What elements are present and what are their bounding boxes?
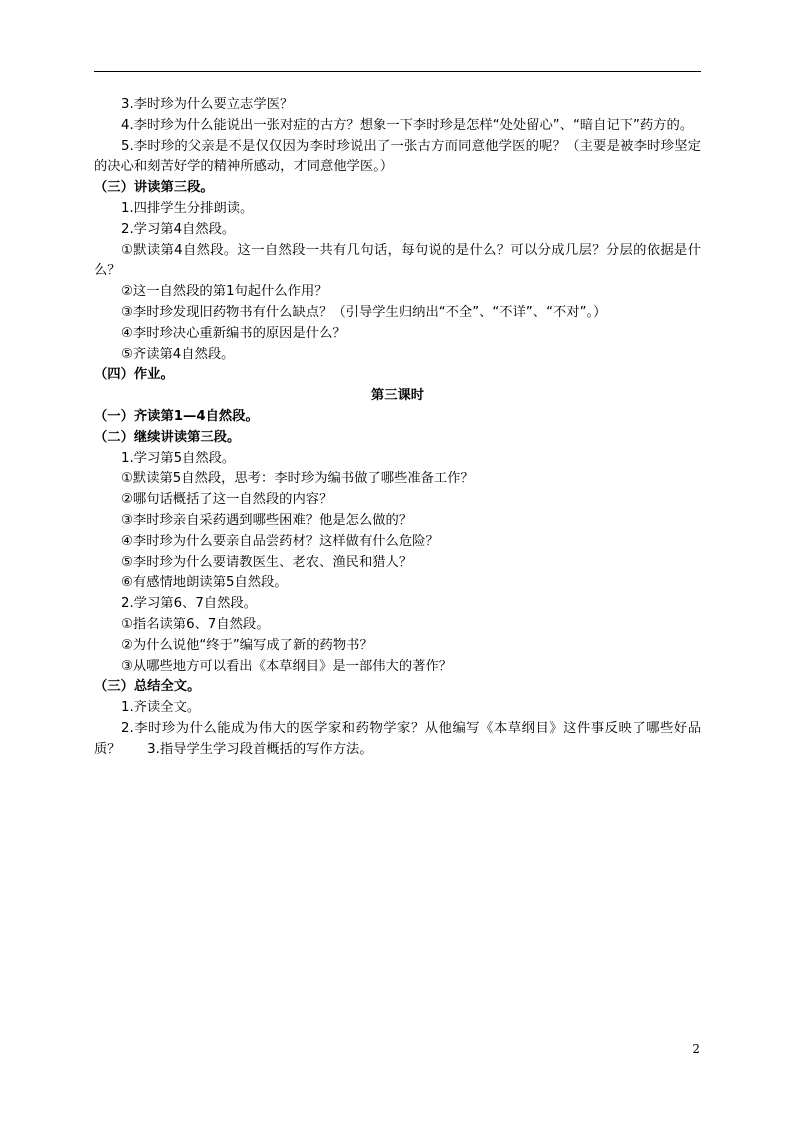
paragraph: 2.学习第4自然段。 xyxy=(121,221,236,237)
section-heading: （二）继续讲读第三段。 xyxy=(94,429,241,445)
page-number: 2 xyxy=(692,1042,700,1056)
paragraph: ④李时珍决心重新编书的原因是什么？ xyxy=(121,325,346,341)
paragraph: 1.四排学生分排朗读。 xyxy=(121,200,254,216)
lesson-title: 第三课时 xyxy=(370,388,425,404)
paragraph: 3.李时珍为什么要立志学医？ xyxy=(121,97,294,112)
paragraph: 4.李时珍为什么能说出一张对症的古方？想象一下李时珍是怎样“处处留心”、“暗自记下”药方的。 xyxy=(121,117,694,133)
paragraph: 2.学习第6、7自然段。 xyxy=(121,596,257,612)
paragraph: ①默读第4自然段。这一自然段一共有几句话，每句说的是什么？可以分成几层？分层的依据是什么？ xyxy=(94,242,701,279)
paragraph: 1.齐读全文。 xyxy=(121,700,201,716)
paragraph: ②为什么说他“终于”编写成了新的药物书？ xyxy=(121,637,373,653)
paragraph: ③李时珍发现旧药物书有什么缺点？（引导学生归纳出“不全”、“不详”、“不对”。） xyxy=(121,304,607,320)
paragraph: ②这一自然段的第1句起什么作用？ xyxy=(121,284,328,300)
document-body xyxy=(94,95,701,761)
paragraph: 2.李时珍为什么能成为伟大的医学家和药物学家？从他编写《本草纲目》这件事反映了哪些好品质？ 3.指导学生学习段首概括的写作方法。 xyxy=(94,720,701,757)
paragraph: ③从哪些地方可以看出《本草纲目》是一部伟大的著作？ xyxy=(121,658,453,674)
paragraph: 5.李时珍的父亲是不是仅仅因为李时珍说出了一张古方而同意他学医的呢？（主要是被李时珍坚定的决心和刻苦好学的精神所感动，才同意他学医。） xyxy=(94,138,701,175)
paragraph: ①默读第5自然段，思考：李时珍为编书做了哪些准备工作？ xyxy=(121,471,474,487)
paragraph: ⑤李时珍为什么要请教医生、老农、渔民和猎人？ xyxy=(121,554,413,570)
section-heading: （三）讲读第三段。 xyxy=(94,180,214,196)
section-heading: （四）作业。 xyxy=(94,367,174,383)
section-heading: （三）总结全文。 xyxy=(94,679,201,695)
section-heading: （一）齐读第1—4自然段。 xyxy=(94,408,259,424)
paragraph: ④李时珍为什么要亲自品尝药材？这样做有什么危险？ xyxy=(121,533,439,549)
paragraph: ②哪句话概括了这一自然段的内容？ xyxy=(121,492,333,508)
paragraph: ⑤齐读第4自然段。 xyxy=(121,346,235,362)
header-rule xyxy=(94,71,701,72)
paragraph: ⑥有感情地朗读第5自然段。 xyxy=(121,575,288,591)
paragraph: ①指名读第6、7自然段。 xyxy=(121,616,270,632)
paragraph: ③李时珍亲自采药遇到哪些困难？他是怎么做的？ xyxy=(121,512,413,528)
paragraph: 1.学习第5自然段。 xyxy=(121,450,236,466)
